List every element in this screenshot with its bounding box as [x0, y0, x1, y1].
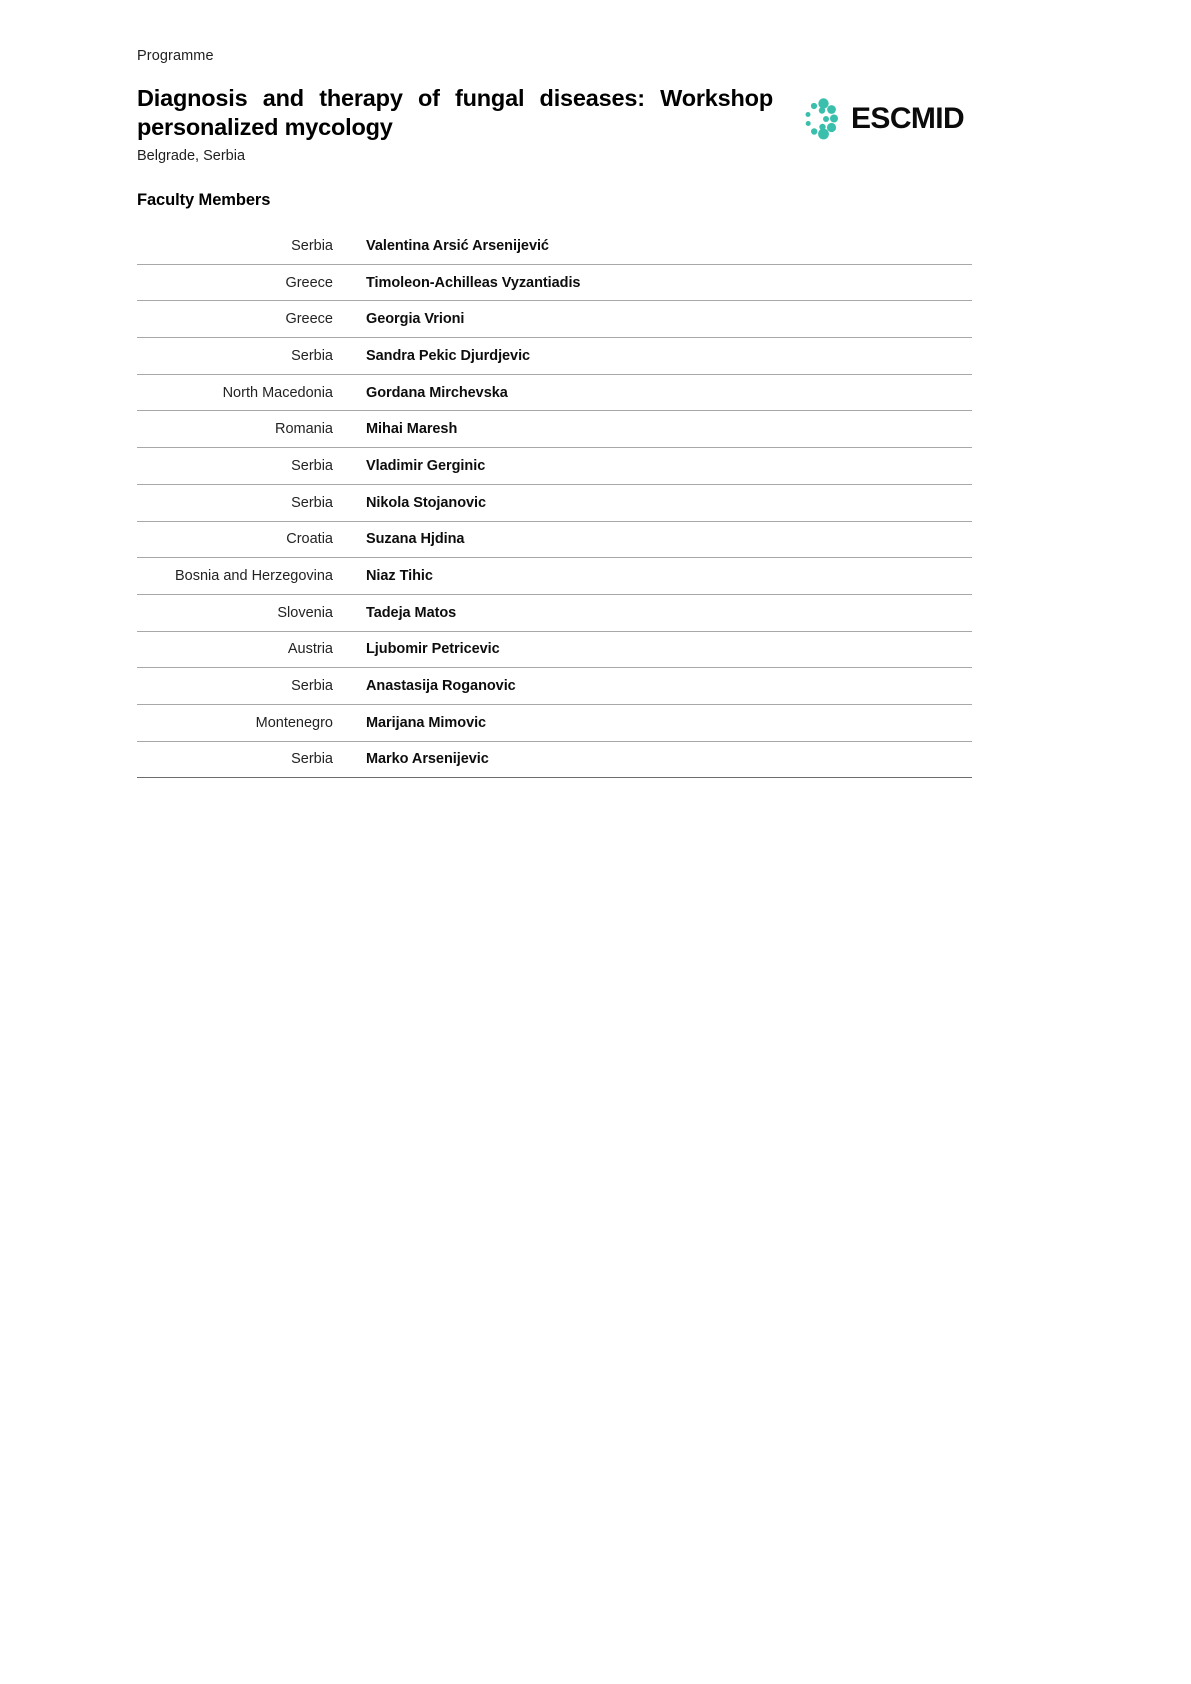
- faculty-name: Ljubomir Petricevic: [341, 631, 972, 668]
- table-row: [137, 704, 972, 741]
- faculty-name: Sandra Pekic Djurdjevic: [341, 338, 972, 375]
- faculty-name: Gordana Mirchevska: [341, 374, 972, 411]
- faculty-country: Serbia: [137, 484, 341, 521]
- table-row: [137, 411, 972, 448]
- faculty-country: Serbia: [137, 448, 341, 485]
- faculty-country: Serbia: [137, 668, 341, 705]
- faculty-table-body: [137, 228, 972, 778]
- faculty-country: Bosnia and Herzegovina: [137, 558, 341, 595]
- faculty-country: Serbia: [137, 338, 341, 375]
- table-row: [137, 631, 972, 668]
- table-row: [137, 594, 972, 631]
- escmid-wordmark: ESCMID: [851, 102, 965, 135]
- faculty-name: Marijana Mimovic: [341, 704, 972, 741]
- faculty-country: Serbia: [137, 228, 341, 264]
- faculty-name: Marko Arsenijevic: [341, 741, 972, 778]
- faculty-country: Austria: [137, 631, 341, 668]
- table-row: [137, 338, 972, 375]
- faculty-name: Niaz Tihic: [341, 558, 972, 595]
- faculty-country: Slovenia: [137, 594, 341, 631]
- document-location: Belgrade, Serbia: [137, 148, 246, 164]
- faculty-country: Serbia: [137, 741, 341, 778]
- table-row: [137, 484, 972, 521]
- faculty-members-table: [137, 228, 972, 778]
- faculty-name: Vladimir Gerginic: [341, 448, 972, 485]
- section-heading-faculty-members: Faculty Members: [137, 191, 271, 209]
- faculty-name: Anastasija Roganovic: [341, 668, 972, 705]
- faculty-name: Nikola Stojanovic: [341, 484, 972, 521]
- faculty-country: Montenegro: [137, 704, 341, 741]
- table-row: [137, 668, 972, 705]
- faculty-country: Greece: [137, 264, 341, 301]
- faculty-country: North Macedonia: [137, 374, 341, 411]
- table-row: [137, 521, 972, 558]
- escmid-dots-icon: [798, 97, 842, 141]
- faculty-name: Tadeja Matos: [341, 594, 972, 631]
- table-row: [137, 264, 972, 301]
- faculty-name: Georgia Vrioni: [341, 301, 972, 338]
- faculty-name: Suzana Hjdina: [341, 521, 972, 558]
- faculty-name: Mihai Maresh: [341, 411, 972, 448]
- faculty-country: Romania: [137, 411, 341, 448]
- table-row: [137, 448, 972, 485]
- table-row: [137, 228, 972, 264]
- faculty-country: Croatia: [137, 521, 341, 558]
- table-row: [137, 301, 972, 338]
- page-title: Diagnosis and therapy of fungal diseases: Workshop personalized mycology: [137, 85, 773, 140]
- faculty-name: Valentina Arsić Arsenijević: [341, 228, 972, 264]
- escmid-logo: [798, 97, 976, 141]
- document-kicker: Programme: [137, 48, 214, 64]
- table-row: [137, 374, 972, 411]
- faculty-name: Timoleon-Achilleas Vyzantiadis: [341, 264, 972, 301]
- table-row: [137, 741, 972, 778]
- title-block: [137, 84, 773, 165]
- table-row: [137, 558, 972, 595]
- faculty-country: Greece: [137, 301, 341, 338]
